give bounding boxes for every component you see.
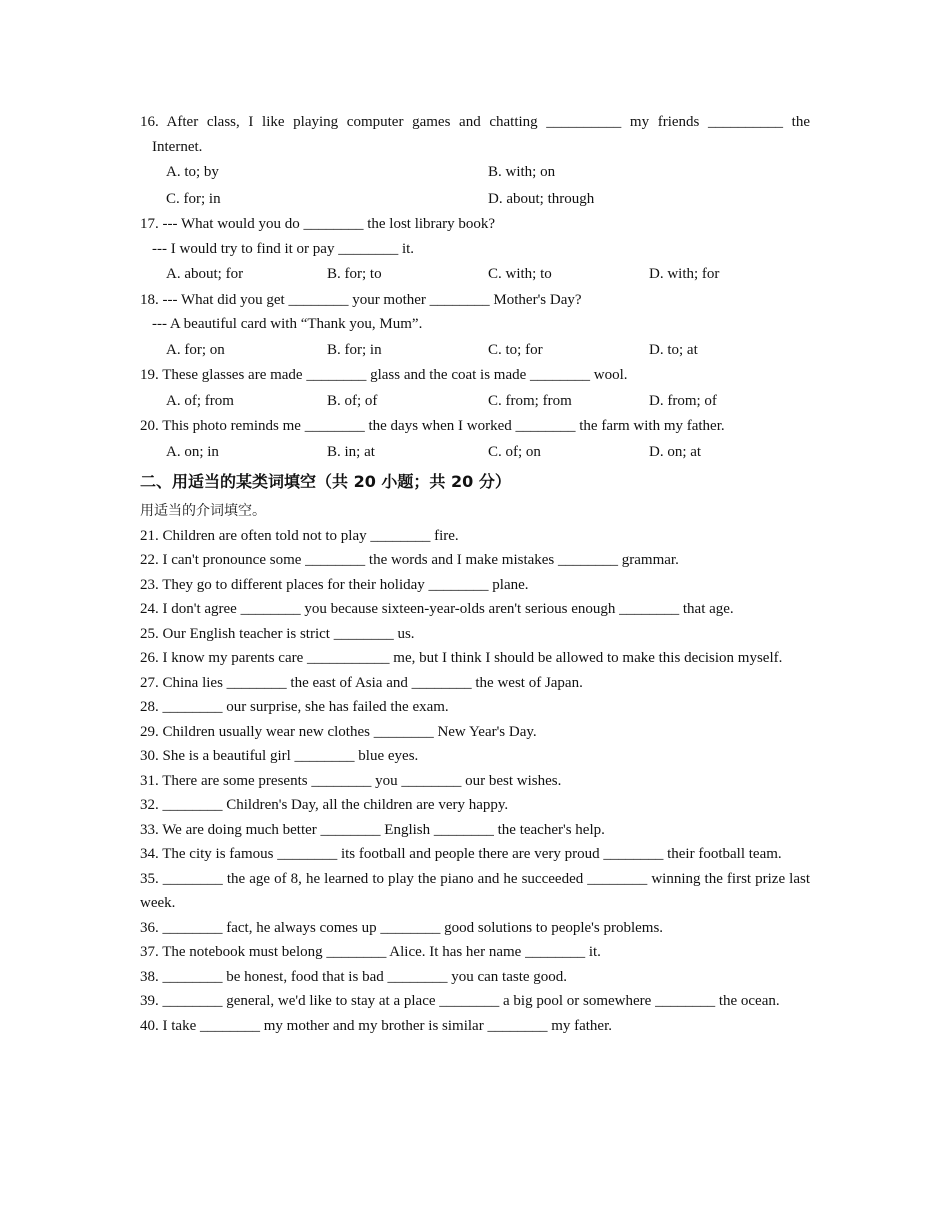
option-c: C. for; in	[166, 190, 221, 207]
options-row	[140, 337, 810, 364]
fill-question: 27. China lies ________ the east of Asia and ________ the west of Japan.	[140, 674, 583, 691]
fill-question: 36. ________ fact, he always comes up ________ good solutions to people's problems.	[140, 919, 664, 936]
option-c: C. to; for	[488, 341, 543, 358]
fill-question: 30. She is a beautiful girl ________ blue eyes.	[140, 748, 419, 764]
question-stem-continued: --- A beautiful card with “Thank you, Mum”.	[152, 316, 423, 332]
option-d: D. on; at	[649, 443, 702, 460]
fill-question: 29. Children usually wear new clothes ________ New Year's Day.	[140, 723, 537, 740]
fill-question: 38. ________ be honest, food that is bad ________ you can taste good.	[140, 968, 568, 985]
fill-question: 28. ________ our surprise, she has failed the exam.	[140, 699, 449, 715]
fill-question: 40. I take ________ my mother and my brother is similar ________ my father.	[140, 1017, 613, 1034]
options-row	[140, 439, 810, 466]
fill-question: 21. Children are often told not to play ________ fire.	[140, 527, 459, 544]
fill-question: 33. We are doing much better ________ English ________ the teacher's help.	[140, 821, 605, 838]
question-stem: 20. This photo reminds me ________ the days when I worked ________ the farm with my father.	[140, 418, 725, 434]
fill-question: 22. I can't pronounce some ________ the words and I make mistakes ________ grammar.	[140, 552, 679, 568]
question-stem: 18. --- What did you get ________ your mother ________ Mother's Day?	[140, 291, 582, 308]
document-page	[140, 110, 810, 1038]
option-c: C. of; on	[488, 443, 541, 460]
fill-question: 25. Our English teacher is strict ________ us.	[140, 625, 415, 642]
option-a: A. to; by	[166, 164, 219, 180]
option-d: D. about; through	[488, 190, 595, 207]
option-b: B. for; to	[327, 266, 382, 282]
options-row	[140, 186, 810, 213]
fill-question: 34. The city is famous ________ its football and people there are very proud ________ their football team.	[140, 846, 782, 862]
option-d: D. from; of	[649, 392, 717, 409]
fill-question: 24. I don't agree ________ you because sixteen-year-olds aren't serious enough ________ that age.	[140, 601, 734, 617]
fill-question-list	[140, 524, 810, 1039]
option-c: C. from; from	[488, 392, 572, 409]
question-stem-continued: Internet.	[152, 138, 203, 155]
question-stem: 19. These glasses are made ________ glass and the coat is made ________ wool.	[140, 367, 628, 383]
fill-question: 23. They go to different places for their holiday ________ plane.	[140, 576, 529, 593]
fill-question: 39. ________ general, we'd like to stay at a place ________ a big pool or somewhere ________ the ocean.	[140, 993, 780, 1009]
question-stem-continued: --- I would try to find it or pay ________ it.	[152, 240, 415, 257]
options-row	[140, 159, 810, 186]
question-stem: 17. --- What would you do ________ the lost library book?	[140, 216, 496, 232]
section-instruction: 用适当的介词填空。	[140, 503, 266, 519]
option-a: A. about; for	[166, 266, 244, 282]
question-20	[140, 414, 810, 465]
fill-question: 32. ________ Children's Day, all the children are very happy.	[140, 797, 509, 813]
option-b: B. for; in	[327, 341, 382, 358]
question-16	[140, 110, 810, 212]
fill-question: 31. There are some presents ________ you ________ our best wishes.	[140, 772, 562, 789]
option-d: D. to; at	[649, 341, 698, 358]
option-c: C. with; to	[488, 266, 552, 282]
options-row	[140, 388, 810, 415]
section-heading: 二、用适当的某类词填空（共 20 小题；共 20 分）	[140, 472, 511, 491]
option-a: A. on; in	[166, 443, 219, 460]
option-b: B. with; on	[488, 164, 556, 180]
option-a: A. of; from	[166, 392, 234, 409]
option-a: A. for; on	[166, 341, 225, 358]
question-19	[140, 363, 810, 414]
option-b: B. in; at	[327, 443, 375, 460]
question-stem: 16. After class, I like playing computer games and chatting __________ my friends __________ the	[140, 114, 810, 130]
question-18	[140, 288, 810, 364]
fill-question: 26. I know my parents care ___________ me, but I think I should be allowed to make this decision myself.	[140, 650, 783, 666]
options-row	[140, 261, 810, 288]
fill-question: 35. ________ the age of 8, he learned to play the piano and he succeeded ________ winning the first prize last week.	[140, 870, 810, 911]
option-d: D. with; for	[649, 266, 720, 282]
question-17	[140, 212, 810, 288]
option-b: B. of; of	[327, 392, 378, 409]
fill-question: 37. The notebook must belong ________ Alice. It has her name ________ it.	[140, 944, 601, 960]
